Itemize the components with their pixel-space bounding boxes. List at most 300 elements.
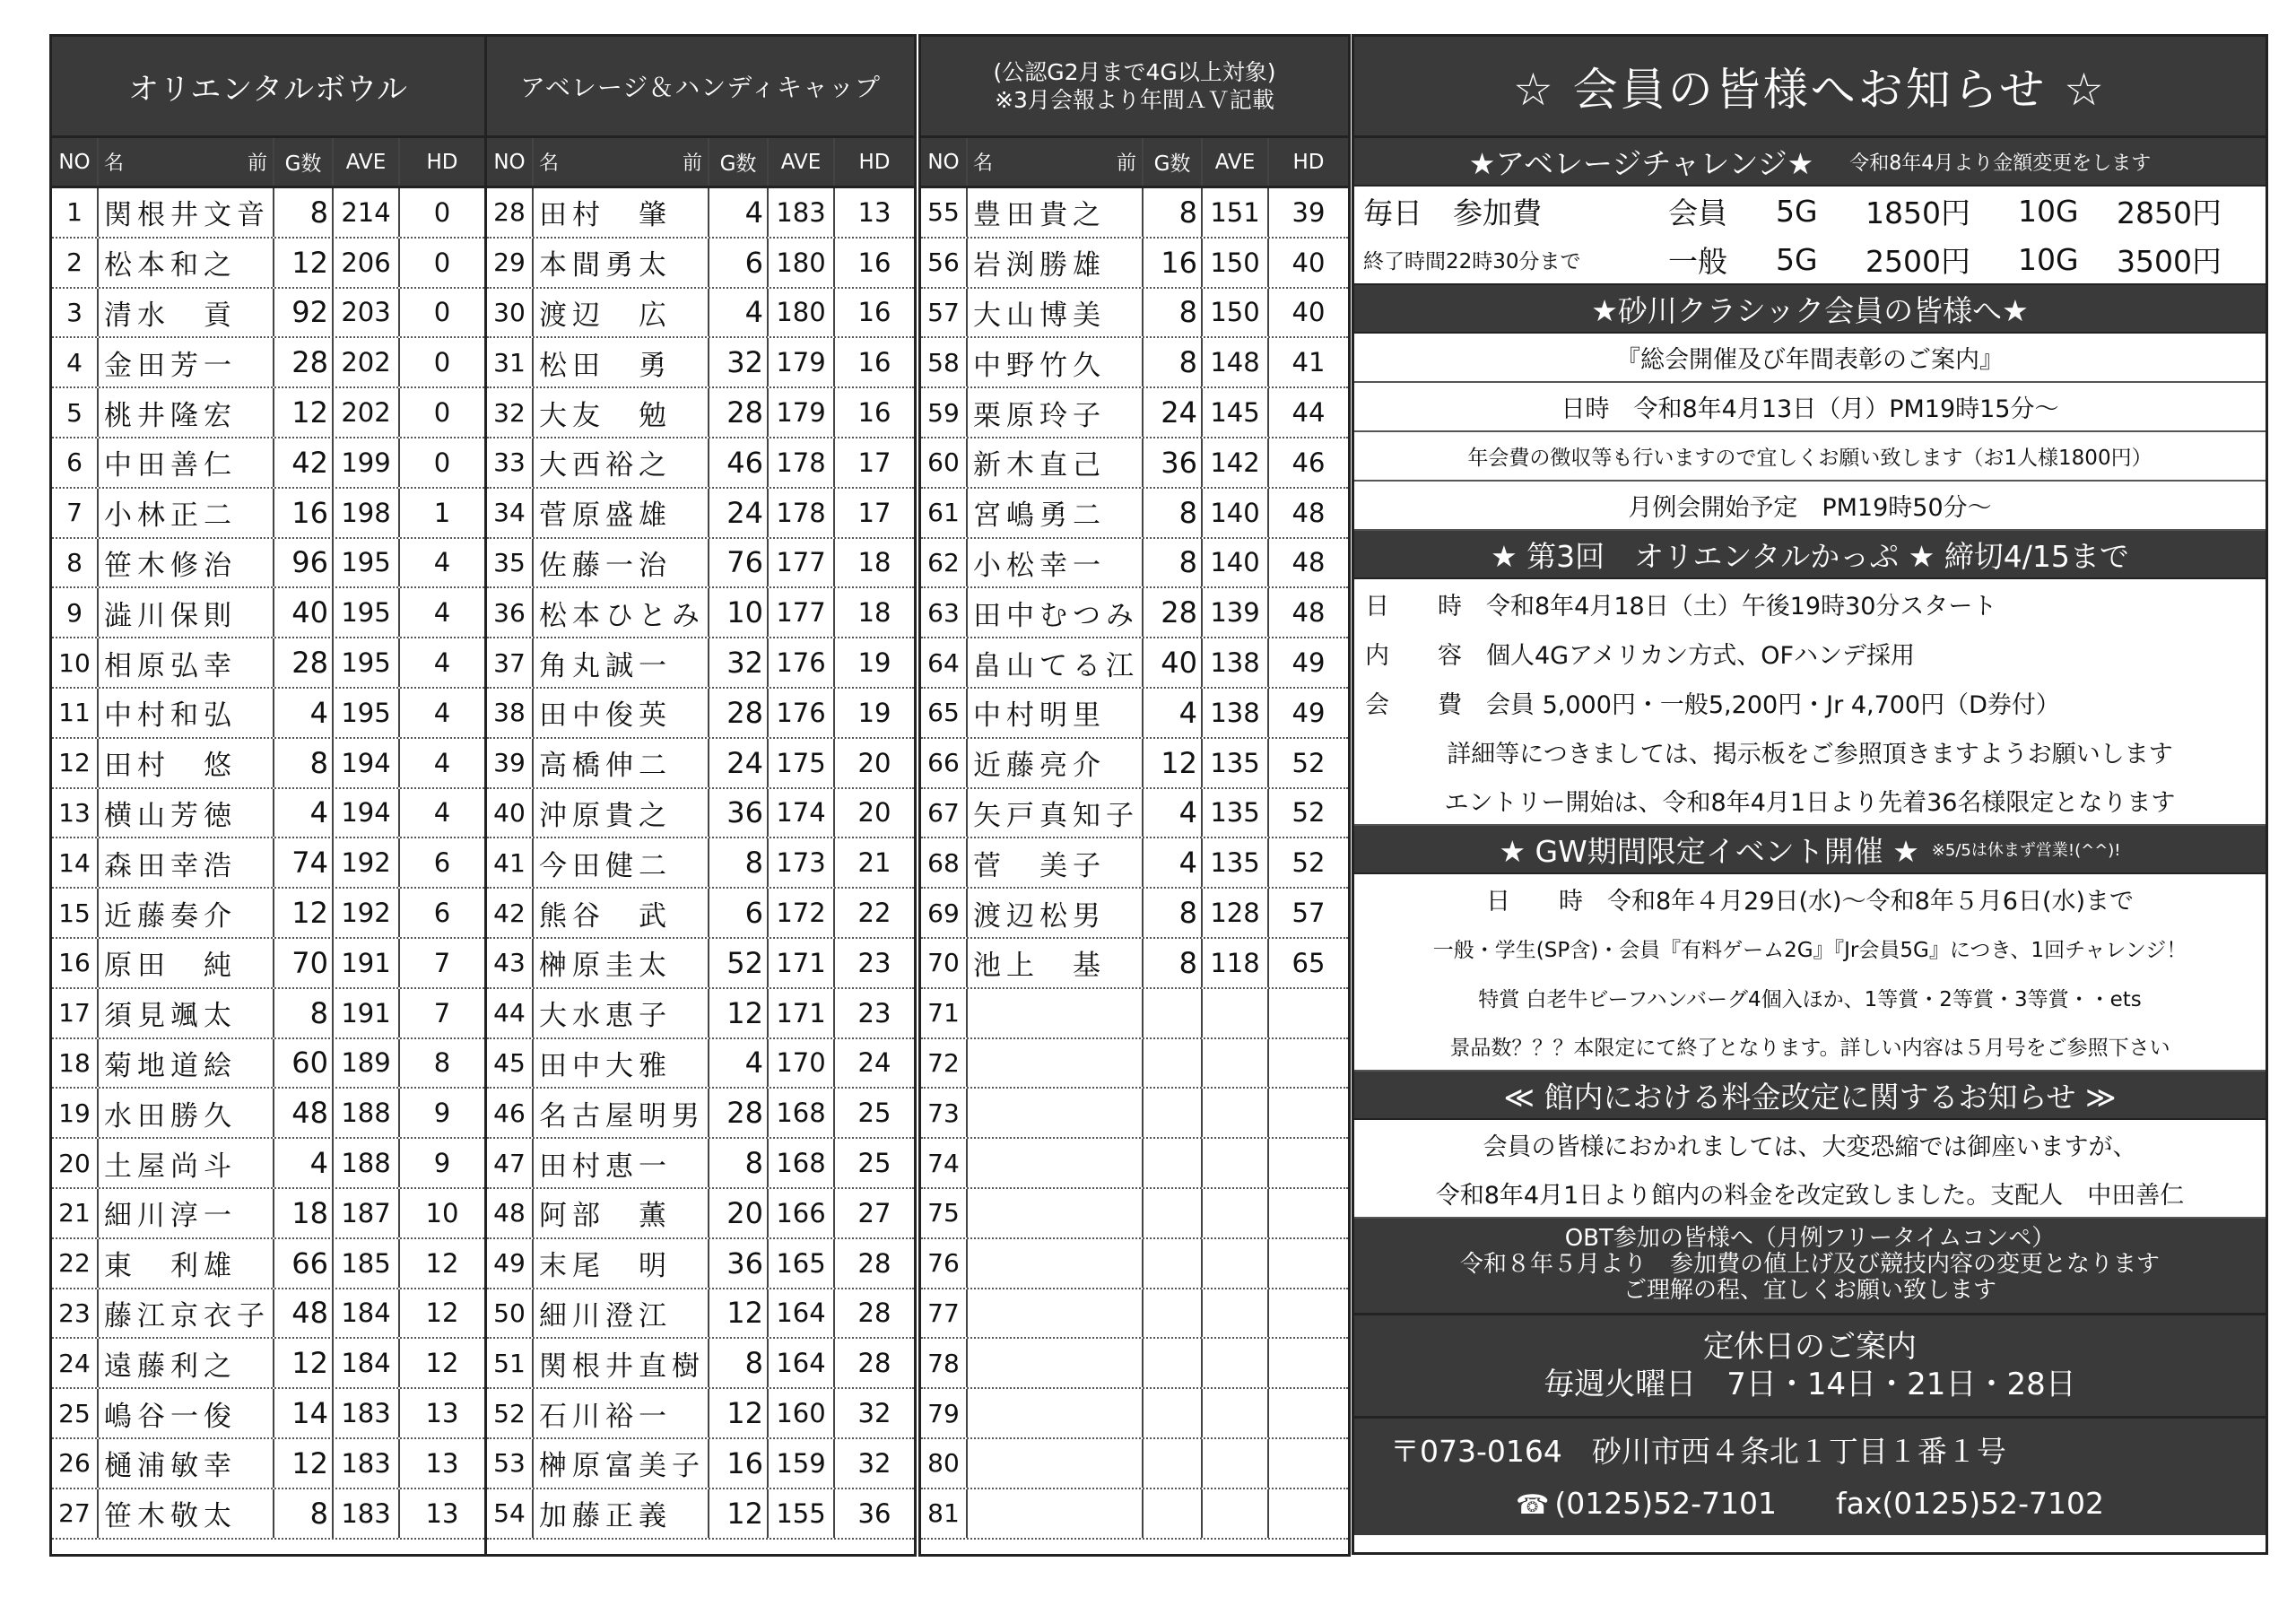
row-number: 1 xyxy=(52,188,99,237)
game-count: 28 xyxy=(1144,588,1203,637)
handicap: 4 xyxy=(433,597,451,629)
table-row xyxy=(487,1489,914,1540)
table-row xyxy=(487,1339,914,1389)
row-number: 81 xyxy=(921,1489,968,1538)
average: 180 xyxy=(769,239,835,287)
table-row xyxy=(921,1389,1348,1439)
cup-line: エントリー開始は、令和8年4月1日より先着36名様限定となります xyxy=(1354,777,2266,826)
price-revision-bar: ≪ 館内における料金改定に関するお知らせ ≫ xyxy=(1354,1072,2266,1120)
average: 192 xyxy=(334,889,400,937)
column-header: NO 名 前 G数 AVE HD xyxy=(52,138,484,188)
player-name: 池上 基 xyxy=(968,939,1144,987)
table-row xyxy=(921,188,1348,239)
game-count: 16 xyxy=(1144,239,1203,287)
table-row xyxy=(487,588,914,638)
table-row xyxy=(52,1439,484,1489)
handicap: 1 xyxy=(433,497,451,528)
table-row xyxy=(921,989,1348,1039)
handicap: 23 xyxy=(857,997,891,1028)
row-number: 59 xyxy=(921,388,968,437)
game-count: 8 xyxy=(1144,289,1203,337)
table-row xyxy=(487,1039,914,1089)
price-line: 会員の皆様におかれましては、大変恐縮では御座いますが、 xyxy=(1483,1133,2137,1161)
game-count: 8 xyxy=(1144,188,1203,237)
table-row xyxy=(52,1339,484,1389)
table-row xyxy=(487,539,914,589)
table-row xyxy=(487,889,914,939)
average: 195 xyxy=(334,588,400,637)
game-count: 12 xyxy=(274,1339,334,1387)
handicap: 10 xyxy=(425,1197,459,1228)
game-count: 12 xyxy=(709,1489,769,1538)
column-header: NO 名 前 G数 AVE HD xyxy=(487,138,914,188)
game-count: 8 xyxy=(709,1339,769,1387)
handicap: 0 xyxy=(433,397,451,429)
player-name: 栗原玲子 xyxy=(968,388,1144,437)
handicap: 28 xyxy=(857,1247,891,1279)
player-name: 田村 悠 xyxy=(99,739,274,787)
player-name: 小松幸一 xyxy=(968,539,1144,587)
handicap: 9 xyxy=(433,1148,451,1179)
game-count: 6 xyxy=(709,239,769,287)
game-count xyxy=(1144,1339,1203,1387)
table-row xyxy=(487,438,914,489)
average: 171 xyxy=(769,989,835,1037)
game-count: 10 xyxy=(709,588,769,637)
table-row xyxy=(921,689,1348,739)
player-name: 田中俊英 xyxy=(534,689,709,737)
player-name: 松本ひとみ xyxy=(534,588,709,637)
average: 192 xyxy=(334,838,400,887)
table-row xyxy=(52,1189,484,1239)
handicap: 18 xyxy=(857,547,891,578)
handicap: 4 xyxy=(433,647,451,679)
score-table-2 xyxy=(484,34,917,1557)
player-name: 矢戸真知子 xyxy=(968,789,1144,838)
player-name xyxy=(968,1039,1144,1088)
player-name xyxy=(968,1239,1144,1288)
handicap xyxy=(1269,1189,1348,1237)
row-number: 12 xyxy=(52,739,99,787)
game-count: 12 xyxy=(709,1289,769,1338)
table-row xyxy=(921,838,1348,889)
average: 191 xyxy=(334,989,400,1037)
row-number: 2 xyxy=(52,239,99,287)
handicap: 20 xyxy=(857,797,891,829)
game-count: 18 xyxy=(274,1189,334,1237)
average: 199 xyxy=(334,438,400,487)
table-row xyxy=(487,939,914,989)
handicap: 17 xyxy=(857,447,891,478)
game-count: 14 xyxy=(274,1389,334,1437)
player-name: 関根井直樹 xyxy=(534,1339,709,1387)
table-row xyxy=(487,739,914,789)
handicap: 48 xyxy=(1292,497,1326,528)
row-number: 65 xyxy=(921,689,968,737)
row-number: 28 xyxy=(487,188,534,237)
player-name: 高橋伸二 xyxy=(534,739,709,787)
player-name: 遠藤利之 xyxy=(99,1339,274,1387)
average xyxy=(1203,1039,1269,1088)
game-count: 12 xyxy=(709,1389,769,1437)
table-row xyxy=(487,1189,914,1239)
game-count: 60 xyxy=(274,1039,334,1088)
average: 175 xyxy=(769,739,835,787)
player-name: 相原弘幸 xyxy=(99,638,274,687)
player-name xyxy=(968,1439,1144,1488)
game-count: 24 xyxy=(709,489,769,537)
handicap: 13 xyxy=(425,1398,459,1429)
handicap: 8 xyxy=(433,1047,451,1079)
average: 176 xyxy=(769,689,835,737)
row-number: 62 xyxy=(921,539,968,587)
handicap xyxy=(1269,1139,1348,1187)
table-row xyxy=(52,638,484,689)
game-count: 96 xyxy=(274,539,334,587)
table-row xyxy=(921,1289,1348,1340)
address: 〒073-0164 砂川市西４条北１丁目１番１号 xyxy=(1390,1434,2006,1469)
player-name: 大友 勉 xyxy=(534,388,709,437)
row-number: 16 xyxy=(52,939,99,987)
row-number: 17 xyxy=(52,989,99,1037)
row-number: 58 xyxy=(921,338,968,386)
game-count: 4 xyxy=(709,1039,769,1088)
handicap: 13 xyxy=(425,1497,459,1529)
row-number: 29 xyxy=(487,239,534,287)
average: 177 xyxy=(769,588,835,637)
table-row xyxy=(52,588,484,638)
handicap: 65 xyxy=(1292,947,1326,978)
row-number: 7 xyxy=(52,489,99,537)
game-count: 46 xyxy=(709,438,769,487)
average: 165 xyxy=(769,1239,835,1288)
player-name: 金田芳一 xyxy=(99,338,274,386)
table-row xyxy=(52,438,484,489)
average: 203 xyxy=(334,289,400,337)
row-number: 43 xyxy=(487,939,534,987)
game-count: 36 xyxy=(1144,438,1203,487)
row-number: 36 xyxy=(487,588,534,637)
game-count xyxy=(1144,1089,1203,1137)
cup-line: 日 時 令和8年4月18日（土）午後19時30分スタート xyxy=(1365,593,1997,621)
average: 138 xyxy=(1203,638,1269,687)
game-count: 36 xyxy=(709,1239,769,1288)
game-count: 8 xyxy=(274,188,334,237)
handicap: 48 xyxy=(1292,547,1326,578)
average: 168 xyxy=(769,1139,835,1187)
row-number: 3 xyxy=(52,289,99,337)
address-block xyxy=(1354,1419,2266,1535)
handicap: 4 xyxy=(433,747,451,778)
row-number: 18 xyxy=(52,1039,99,1088)
average: 139 xyxy=(1203,588,1269,637)
row-number: 26 xyxy=(52,1439,99,1488)
row-number: 46 xyxy=(487,1089,534,1137)
fax: fax(0125)52-7102 xyxy=(1836,1486,2104,1521)
average: 214 xyxy=(334,188,400,237)
average: 188 xyxy=(334,1089,400,1137)
row-number: 77 xyxy=(921,1289,968,1338)
row-number: 68 xyxy=(921,838,968,887)
player-name: 菅原盛雄 xyxy=(534,489,709,537)
average: 171 xyxy=(769,939,835,987)
row-number: 64 xyxy=(921,638,968,687)
notice-title: ☆ 会員の皆様へお知らせ ☆ xyxy=(1354,37,2266,138)
average: 178 xyxy=(769,489,835,537)
average: 150 xyxy=(1203,239,1269,287)
game-count: 4 xyxy=(709,188,769,237)
table-row xyxy=(487,289,914,339)
handicap: 24 xyxy=(857,1047,891,1079)
handicap: 21 xyxy=(857,847,891,879)
handicap: 22 xyxy=(857,898,891,929)
table-row xyxy=(52,1139,484,1189)
row-number: 11 xyxy=(52,689,99,737)
game-count xyxy=(1144,1139,1203,1187)
handicap xyxy=(1269,1039,1348,1088)
gw-bar: ★ GW期間限定イベント開催 ★ ※5/5は休まず営業!(^^)! xyxy=(1354,826,2266,874)
average: 183 xyxy=(769,188,835,237)
player-name xyxy=(968,989,1144,1037)
row-number: 33 xyxy=(487,438,534,487)
game-count: 6 xyxy=(709,889,769,937)
handicap: 28 xyxy=(857,1348,891,1379)
row-number: 50 xyxy=(487,1289,534,1338)
game-count: 76 xyxy=(709,539,769,587)
table-row xyxy=(52,188,484,239)
average: 138 xyxy=(1203,689,1269,737)
table-row xyxy=(52,789,484,839)
handicap: 32 xyxy=(857,1447,891,1479)
row-number: 40 xyxy=(487,789,534,838)
game-count: 4 xyxy=(1144,789,1203,838)
handicap: 4 xyxy=(433,697,451,728)
player-name: 渡辺 広 xyxy=(534,289,709,337)
table-row xyxy=(921,239,1348,289)
cup-line: 会 費 会員 5,000円・一般5,200円・Jr 4,700円（D券付） xyxy=(1365,691,2060,719)
row-number: 44 xyxy=(487,989,534,1037)
cup-line: 内 容 個人4Gアメリカン方式、OFハンデ採用 xyxy=(1365,642,1915,670)
player-name xyxy=(968,1339,1144,1387)
table-row xyxy=(52,1289,484,1340)
player-name: 田村恵一 xyxy=(534,1139,709,1187)
player-name: 菅 美子 xyxy=(968,838,1144,887)
row-number: 66 xyxy=(921,739,968,787)
player-name xyxy=(968,1289,1144,1338)
game-count: 70 xyxy=(274,939,334,987)
game-count: 4 xyxy=(274,789,334,838)
player-name: 近藤奏介 xyxy=(99,889,274,937)
row-number: 38 xyxy=(487,689,534,737)
handicap: 0 xyxy=(433,297,451,328)
handicap xyxy=(1269,1339,1348,1387)
game-count: 52 xyxy=(709,939,769,987)
notice-panel xyxy=(1352,34,2268,1555)
handicap xyxy=(1269,1239,1348,1288)
handicap xyxy=(1269,1439,1348,1488)
game-count: 8 xyxy=(274,1489,334,1538)
game-count xyxy=(1144,1439,1203,1488)
row-number: 21 xyxy=(52,1189,99,1237)
average: 170 xyxy=(769,1039,835,1088)
cup-line: 詳細等につきましては、掲示板をご参照頂きますようお願いします xyxy=(1447,741,2173,768)
row-number: 6 xyxy=(52,438,99,487)
player-name: 名古屋明男 xyxy=(534,1089,709,1137)
table-row xyxy=(487,989,914,1039)
handicap: 17 xyxy=(857,497,891,528)
game-count xyxy=(1144,1489,1203,1538)
player-name: 松本和之 xyxy=(99,239,274,287)
average xyxy=(1203,1189,1269,1237)
row-number: 25 xyxy=(52,1389,99,1437)
average: 195 xyxy=(334,539,400,587)
player-name: 清水 貢 xyxy=(99,289,274,337)
handicap: 40 xyxy=(1292,297,1326,328)
phone: (0125)52-7101 xyxy=(1554,1486,1777,1521)
gw-line: 景品数？？？本限定にて終了となります。詳しい内容は５月号をご参照下さい xyxy=(1354,1022,2266,1072)
row-number: 42 xyxy=(487,889,534,937)
player-name: 笹木修治 xyxy=(99,539,274,587)
handicap: 41 xyxy=(1292,347,1326,378)
table-title: (公認G2月まで4G以上対象) ※3月会報より年間ＡＶ記載 xyxy=(921,37,1348,138)
table-row xyxy=(52,539,484,589)
average: 183 xyxy=(334,1439,400,1488)
player-name: 岩渕勝雄 xyxy=(968,239,1144,287)
handicap: 0 xyxy=(433,447,451,478)
row-number: 71 xyxy=(921,989,968,1037)
handicap xyxy=(1269,989,1348,1037)
row-number: 24 xyxy=(52,1339,99,1387)
player-name: 細川淳一 xyxy=(99,1189,274,1237)
table-row xyxy=(921,1489,1348,1540)
handicap: 28 xyxy=(857,1298,891,1329)
table-row xyxy=(487,1289,914,1340)
table-row xyxy=(52,1239,484,1289)
table-row xyxy=(921,638,1348,689)
player-name: 本間勇太 xyxy=(534,239,709,287)
row-number: 37 xyxy=(487,638,534,687)
row-number: 20 xyxy=(52,1139,99,1187)
player-name: 畠山てる江 xyxy=(968,638,1144,687)
gw-line: 特賞 白老牛ビーフハンバーグ4個入ほか、1等賞・2等賞・3等賞・・ets xyxy=(1478,988,2142,1011)
game-count: 24 xyxy=(709,739,769,787)
handicap: 23 xyxy=(857,947,891,978)
handicap: 18 xyxy=(857,597,891,629)
table-row xyxy=(921,1439,1348,1489)
game-count xyxy=(1144,1039,1203,1088)
row-number: 55 xyxy=(921,188,968,237)
table-row xyxy=(52,1039,484,1089)
game-count: 36 xyxy=(709,789,769,838)
average: 135 xyxy=(1203,789,1269,838)
player-name: 佐藤一治 xyxy=(534,539,709,587)
game-count: 16 xyxy=(709,1439,769,1488)
row-number: 10 xyxy=(52,638,99,687)
table-row xyxy=(921,539,1348,589)
table-row xyxy=(52,388,484,438)
table-row xyxy=(487,1439,914,1489)
average: 159 xyxy=(769,1439,835,1488)
game-count: 4 xyxy=(1144,689,1203,737)
handicap: 20 xyxy=(857,747,891,778)
handicap: 19 xyxy=(857,647,891,679)
average: 135 xyxy=(1203,838,1269,887)
player-name: 松田 勇 xyxy=(534,338,709,386)
game-count: 8 xyxy=(1144,539,1203,587)
fee-row-2: 終了時間22時30分まで 一般 5G 2500円 10G 3500円 xyxy=(1354,235,2266,285)
average: 191 xyxy=(334,939,400,987)
row-number: 48 xyxy=(487,1189,534,1237)
avg-challenge-bar: ★アベレージチャレンジ★ 令和8年4月より金額変更をします xyxy=(1354,138,2266,187)
table-row xyxy=(52,1389,484,1439)
table-row xyxy=(921,388,1348,438)
row-number: 54 xyxy=(487,1489,534,1538)
game-count: 20 xyxy=(709,1189,769,1237)
game-count: 32 xyxy=(709,638,769,687)
table-row xyxy=(921,939,1348,989)
game-count: 4 xyxy=(274,689,334,737)
table-row xyxy=(487,1139,914,1189)
average: 160 xyxy=(769,1389,835,1437)
game-count: 8 xyxy=(1144,489,1203,537)
handicap: 0 xyxy=(433,196,451,228)
table-row xyxy=(52,1489,484,1540)
average: 164 xyxy=(769,1339,835,1387)
table-row xyxy=(487,489,914,539)
average xyxy=(1203,1489,1269,1538)
player-name: 石川裕一 xyxy=(534,1389,709,1437)
game-count: 48 xyxy=(274,1089,334,1137)
handicap xyxy=(1269,1089,1348,1137)
row-number: 49 xyxy=(487,1239,534,1288)
row-number: 27 xyxy=(52,1489,99,1538)
row-number: 78 xyxy=(921,1339,968,1387)
average xyxy=(1203,1389,1269,1437)
row-number: 39 xyxy=(487,739,534,787)
player-name: 原田 純 xyxy=(99,939,274,987)
average: 145 xyxy=(1203,388,1269,437)
handicap: 57 xyxy=(1292,898,1326,929)
player-name: 近藤亮介 xyxy=(968,739,1144,787)
average: 189 xyxy=(334,1039,400,1088)
average: 135 xyxy=(1203,739,1269,787)
handicap: 44 xyxy=(1292,397,1326,429)
handicap xyxy=(1269,1289,1348,1338)
game-count: 4 xyxy=(274,1139,334,1187)
game-count: 28 xyxy=(709,388,769,437)
table-row xyxy=(487,689,914,739)
classic-line: 月例会開始予定 PM19時50分～ xyxy=(1354,482,2266,531)
table-row xyxy=(921,1339,1348,1389)
handicap: 16 xyxy=(857,397,891,429)
player-name: 熊谷 武 xyxy=(534,889,709,937)
player-name: 末尾 明 xyxy=(534,1239,709,1288)
average: 140 xyxy=(1203,489,1269,537)
average: 148 xyxy=(1203,338,1269,386)
player-name: 嶋谷一俊 xyxy=(99,1389,274,1437)
player-name: 森田幸浩 xyxy=(99,838,274,887)
player-name: 田中むつみ xyxy=(968,588,1144,637)
handicap: 46 xyxy=(1292,447,1326,478)
handicap: 0 xyxy=(433,347,451,378)
handicap: 9 xyxy=(433,1098,451,1129)
price-line: 令和8年4月1日より館内の料金を改定致しました。支配人 中田善仁 xyxy=(1354,1169,2266,1219)
average: 150 xyxy=(1203,289,1269,337)
average: 195 xyxy=(334,638,400,687)
table-row xyxy=(52,739,484,789)
game-count: 32 xyxy=(709,338,769,386)
row-number: 51 xyxy=(487,1339,534,1387)
